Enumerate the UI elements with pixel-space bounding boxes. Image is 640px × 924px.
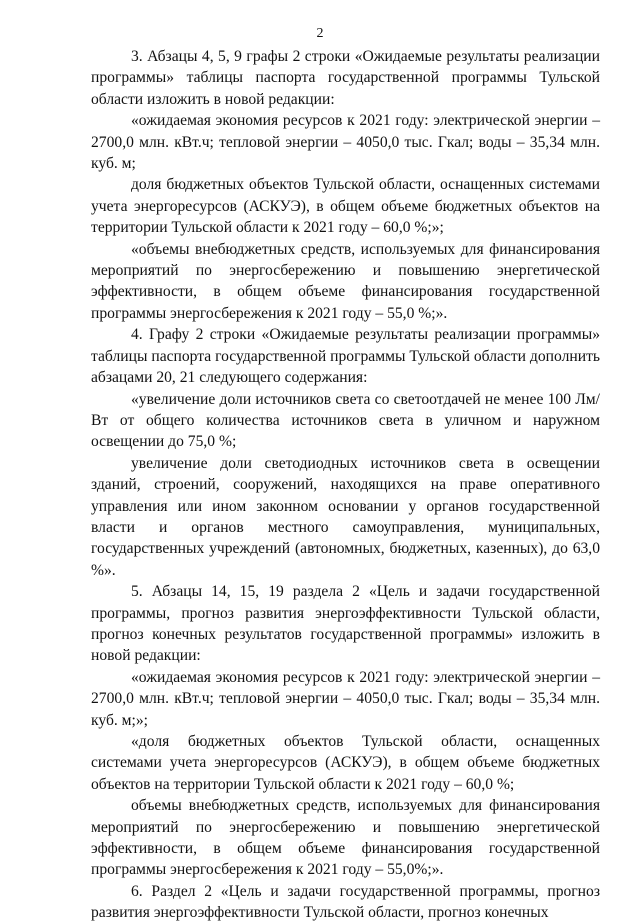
page-number: 2 [316,26,324,41]
paragraph-4-intro: 4. Графу 2 строки «Ожидаемые результаты реализации программы» таблицы паспорта государственной программы Тульской области дополнить абзацами 20, 21 следующего содержания: [91,326,600,387]
paragraph-light-sources-share: «увеличение доли источников света со светоотдачей не менее 100 Лм/Вт от общего количества источников света в уличном и наружном освещении до 75,0 %; [91,390,600,451]
paragraph-led-share: увеличение доли светодиодных источников света в освещении зданий, строений, сооружений, находящихся на праве оперативного управления или ином законном основании у органов государственной власти и органов местного самоуправления, муниципальных, государственных учреждений (автономных, бюджетных, казенных), до 63,0 %». [91,454,600,579]
paragraph-askue-share-2: «доля бюджетных объектов Тульской области, оснащенных системами учета энергоресурсов (АСКУЭ), в общем объеме бюджетных объектов на территории Тульской области к 2021 году – 60,0 %; [91,733,600,793]
paragraph-3-intro: 3. Абзацы 4, 5, 9 графы 2 строки «Ожидаемые результаты реализации программы» таблицы паспорта государственной программы Тульской области изложить в новой редакции: [91,48,600,108]
paragraph-resource-savings: «ожидаемая экономия ресурсов к 2021 году: электрической энергии – 2700,0 млн. кВт.ч; тепловой энергии – 4050,0 тыс. Гкал; воды – 35,34 млн. куб. м; [91,112,600,173]
paragraph-resource-savings-2: «ожидаемая экономия ресурсов к 2021 году: электрической энергии – 2700,0 млн. кВт.ч; тепловой энергии – 4050,0 тыс. Гкал; воды – 35,34 млн. куб. м;»; [91,668,600,729]
paragraph-extrabudgetary-funds-2: объемы внебюджетных средств, используемых для финансирования мероприятий по энергосбережению и повышению энергетической эффективности, в общем объеме финансирования государственной программы энергосбережения к 2021 году – 55,0%;». [91,797,600,879]
paragraph-6-intro: 6. Раздел 2 «Цель и задачи государственной программы, прогноз развития энергоэффективности Тульской области, прогноз конечных [91,882,600,922]
paragraph-extrabudgetary-funds: «объемы внебюджетных средств, используемых для финансирования мероприятий по энергосбережению и повышению энергетической эффективности, в общем объеме финансирования государственной программы энергосбережения к 2021 году – 55,0 %;». [91,240,600,322]
paragraph-askue-share: доля бюджетных объектов Тульской области, оснащенных системами учета энергоресурсов (АСКУЭ), в общем объеме бюджетных объектов на территории Тульской области к 2021 году – 60,0 %;»; [91,176,600,237]
document-body [91,46,600,924]
paragraph-5-intro: 5. Абзацы 14, 15, 19 раздела 2 «Цель и задачи государственной программы, прогноз развития энергоэффективности Тульской области, прогноз конечных результатов государственной программы» изложить в новой редакции: [91,583,600,665]
